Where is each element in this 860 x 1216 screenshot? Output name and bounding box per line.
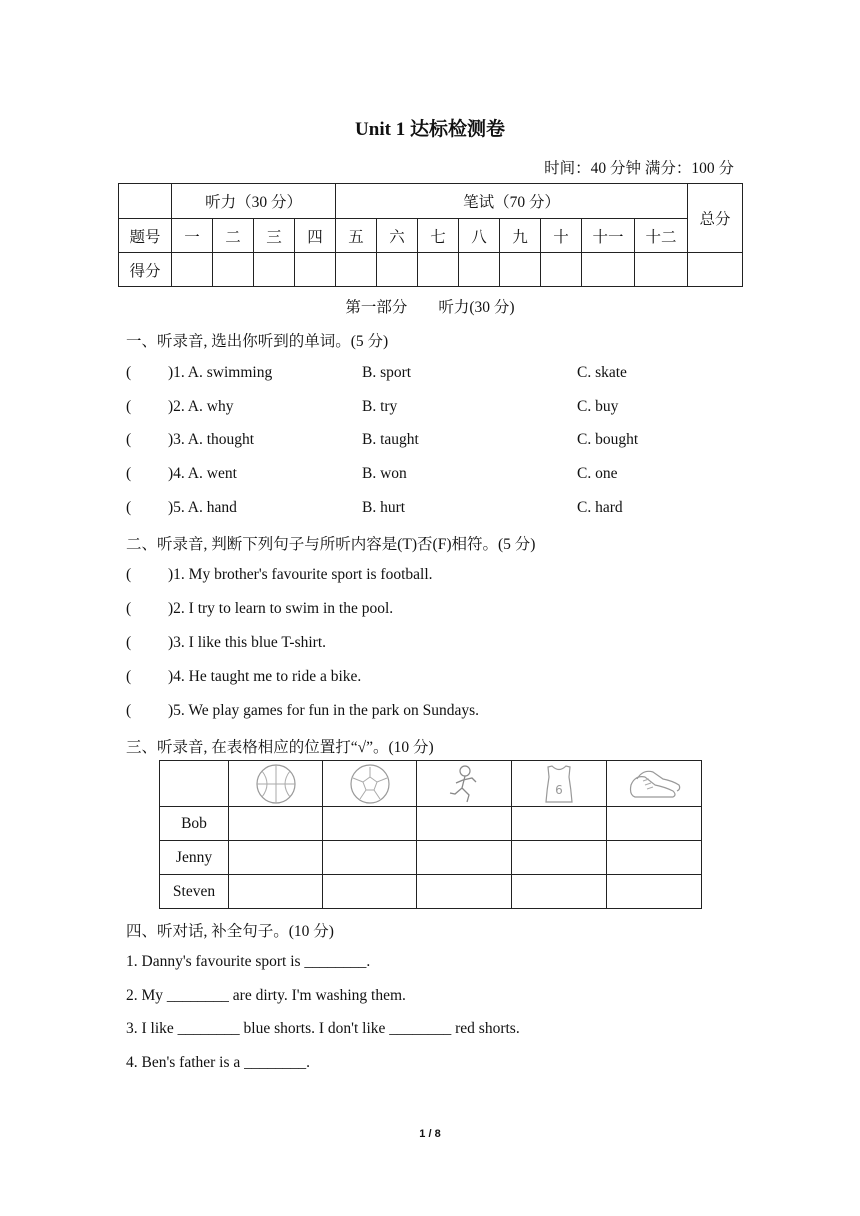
statement-item: ( )2. I try to learn to swim in the pool. <box>126 600 394 617</box>
statement-item: ( )1. My brother's favourite sport is football. <box>126 566 433 583</box>
check-cell <box>417 875 512 909</box>
score-cell <box>582 253 635 287</box>
fill-item: 4. Ben's father is a ________. <box>126 1054 311 1071</box>
score-table-number: 十二 <box>635 219 688 253</box>
option-c: C. buy <box>577 398 619 415</box>
page-number: 1 / 8 <box>419 1128 441 1140</box>
score-cell <box>541 253 582 287</box>
question-item: ( )3. A. thought <box>126 431 255 448</box>
jersey-icon <box>539 763 579 805</box>
sports-table-name: Jenny <box>160 841 229 875</box>
score-table-number: 七 <box>418 219 459 253</box>
sports-table-corner <box>160 761 229 807</box>
score-table-writing: 笔试（70 分） <box>336 184 688 219</box>
score-cell <box>635 253 688 287</box>
score-table-number: 四 <box>295 219 336 253</box>
check-cell <box>229 807 323 841</box>
part-title: 第一部分 听力(30 分) <box>345 299 515 316</box>
sports-table <box>159 760 702 909</box>
section3-heading: 三、听录音, 在表格相应的位置打“√”。(10 分) <box>126 739 434 756</box>
check-cell <box>323 875 417 909</box>
sneakers-icon <box>625 763 683 805</box>
check-cell <box>512 875 607 909</box>
check-cell <box>607 841 702 875</box>
score-table-number: 五 <box>336 219 377 253</box>
score-table-number: 一 <box>172 219 213 253</box>
statement-item: ( )5. We play games for fun in the park on Sundays. <box>126 702 479 719</box>
score-table-number-label: 题号 <box>119 219 172 253</box>
score-cell <box>295 253 336 287</box>
check-cell <box>417 841 512 875</box>
running-boy-icon <box>444 763 484 805</box>
score-table-number: 十一 <box>582 219 635 253</box>
score-table-number: 九 <box>500 219 541 253</box>
score-table-number: 十 <box>541 219 582 253</box>
score-cell <box>500 253 541 287</box>
section4-heading: 四、听对话, 补全句子。(10 分) <box>126 923 334 940</box>
score-table-number: 二 <box>213 219 254 253</box>
sports-table-name: Bob <box>160 807 229 841</box>
check-cell <box>229 841 323 875</box>
score-table <box>118 183 743 287</box>
score-cell <box>459 253 500 287</box>
option-c: C. bought <box>577 431 639 448</box>
sports-table-name: Steven <box>160 875 229 909</box>
score-table-corner <box>119 184 172 219</box>
basketball-icon <box>253 763 299 805</box>
check-cell <box>229 875 323 909</box>
question-item: ( )5. A. hand <box>126 499 237 516</box>
football-icon <box>347 763 393 805</box>
jersey-number: 6 <box>555 782 563 797</box>
option-b: B. hurt <box>362 499 406 516</box>
score-cell <box>336 253 377 287</box>
score-cell <box>254 253 295 287</box>
score-cell <box>418 253 459 287</box>
check-cell <box>417 807 512 841</box>
score-table-listening: 听力（30 分） <box>172 184 336 219</box>
score-table-number: 三 <box>254 219 295 253</box>
page-title: Unit 1 达标检测卷 <box>355 119 505 140</box>
option-b: B. sport <box>362 364 412 381</box>
check-cell <box>607 807 702 841</box>
check-cell <box>512 807 607 841</box>
question-item: ( )4. A. went <box>126 465 237 482</box>
section2-heading: 二、听录音, 判断下列句子与所听内容是(T)否(F)相符。(5 分) <box>126 536 536 553</box>
option-b: B. won <box>362 465 407 482</box>
score-cell <box>377 253 418 287</box>
option-b: B. taught <box>362 431 419 448</box>
section1-heading: 一、听录音, 选出你听到的单词。(5 分) <box>126 333 389 350</box>
score-table-total: 总分 <box>688 184 743 253</box>
question-item: ( )2. A. why <box>126 398 234 415</box>
statement-item: ( )3. I like this blue T-shirt. <box>126 634 327 651</box>
score-cell <box>213 253 254 287</box>
check-cell <box>512 841 607 875</box>
option-b: B. try <box>362 398 398 415</box>
fill-item: 3. I like ________ blue shorts. I don't like ________ red shorts. <box>126 1020 520 1037</box>
score-cell <box>172 253 213 287</box>
fill-item: 2. My ________ are dirty. I'm washing them. <box>126 987 406 1004</box>
fill-item: 1. Danny's favourite sport is ________. <box>126 953 371 970</box>
score-cell-total <box>688 253 743 287</box>
check-cell <box>323 841 417 875</box>
score-table-number: 八 <box>459 219 500 253</box>
score-table-number: 六 <box>377 219 418 253</box>
statement-item: ( )4. He taught me to ride a bike. <box>126 668 362 685</box>
question-item: ( )1. A. swimming <box>126 364 273 381</box>
option-c: C. skate <box>577 364 627 381</box>
check-cell <box>323 807 417 841</box>
check-cell <box>607 875 702 909</box>
score-table-score-label: 得分 <box>119 253 172 287</box>
option-c: C. hard <box>577 499 623 516</box>
option-c: C. one <box>577 465 618 482</box>
exam-meta: 时间：40 分钟 满分：100 分 <box>544 160 734 177</box>
